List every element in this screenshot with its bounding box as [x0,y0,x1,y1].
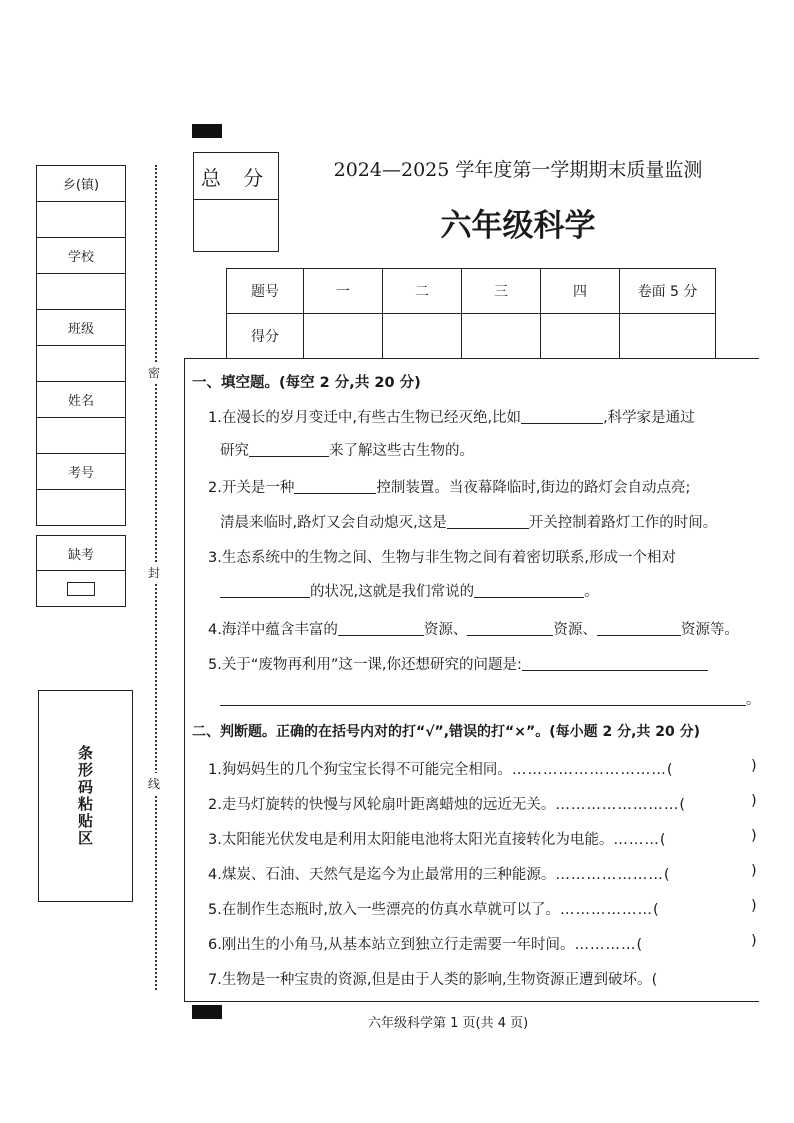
score-header-cell: 卷面 5 分 [620,269,716,314]
judge-item-5: 5.在制作生态瓶时,放入一些漂亮的仿真水草就可以了。………………( [208,902,660,918]
judge-item-6: 6.刚出生的小角马,从基本站立到独立行走需要一年时间。…………( [208,937,644,953]
student-info-panel [36,165,126,526]
barcode-label: 条形码粘贴区 [76,745,94,847]
exam-title: 2024—2025 学年度第一学期期末质量监测 [333,159,703,181]
name-label: 姓名 [37,382,125,418]
q3-blank2[interactable] [474,583,584,598]
exam-no-field[interactable] [37,490,125,525]
total-score-label: 总 分 [194,153,278,200]
page-footer: 六年级科学第 1 页(共 4 页) [368,1016,529,1031]
q1-line2: 研究 来了解这些古生物的。 [220,443,474,459]
judge-answer-6[interactable]: ) [751,933,757,949]
q1-blank1[interactable] [521,409,603,424]
town-field[interactable] [37,202,125,238]
class-field[interactable] [37,346,125,382]
score-cell [620,314,716,359]
judge-item-4: 4.煤炭、石油、天然气是迄今为止最常用的三种能源。…………………( [208,867,671,883]
school-label: 学校 [37,238,125,274]
score-table [226,268,716,359]
q3-line1: 3.生态系统中的生物之间、生物与非生物之间有着密切联系,形成一个相对 [208,550,676,566]
judge-item-3: 3.太阳能光伏发电是利用太阳能电池将太阳光直接转化为电能。………( [208,832,667,848]
q3-blank1[interactable] [220,583,310,598]
q4-blank3[interactable] [597,621,681,636]
q5-blank1[interactable] [522,656,708,671]
absent-checkbox[interactable] [67,582,95,596]
seal-char-xian: 线 [148,773,160,794]
q2-line2: 清晨来临时,路灯又会自动熄灭,这是 开关控制着路灯工作的时间。 [220,515,718,531]
q4-line: 4.海洋中蕴含丰富的 资源、 资源、 资源等。 [208,622,739,638]
exam-no-label: 考号 [37,454,125,490]
name-field[interactable] [37,418,125,454]
judge-item-7: 7.生物是一种宝贵的资源,但是由于人类的影响,生物资源正遭到破坏。( [208,972,658,988]
score-cell [383,314,462,359]
section1-title: 一、填空题。(每空 2 分,共 20 分) [192,375,421,391]
score-header-cell: 二 [383,269,462,314]
score-cell [462,314,541,359]
seal-char-feng: 封 [148,562,160,583]
q2-blank2[interactable] [447,514,529,529]
class-label: 班级 [37,310,125,346]
subject-title: 六年级科学 [440,208,596,244]
score-header-cell: 题号 [227,269,304,314]
seal-char-mi: 密 [148,362,160,383]
q1-blank2[interactable] [249,442,329,457]
judge-item-2: 2.走马灯旋转的快慢与风轮扇叶距离蜡烛的远近无关。……………………( [208,797,687,813]
q1-line1: 1.在漫长的岁月变迁中,有些古生物已经灭绝,比如 ,科学家是通过 [208,410,695,426]
score-header-cell: 一 [304,269,383,314]
town-label: 乡(镇) [37,166,125,202]
q5-line2: 。 [220,688,761,709]
score-cell [304,314,383,359]
q4-blank2[interactable] [467,621,553,636]
q5-line1: 5.关于“废物再利用”这一课,你还想研究的问题是: [208,653,708,674]
score-header-cell: 四 [541,269,620,314]
absent-label: 缺考 [37,536,125,571]
q3-line2: 的状况,这就是我们常说的 。 [220,580,599,601]
q2-line1: 2.开关是一种 控制装置。当夜幕降临时,街边的路灯会自动点亮; [208,480,691,496]
school-field[interactable] [37,274,125,310]
registration-mark-top [192,124,222,138]
q2-blank1[interactable] [294,479,376,494]
barcode-area [38,690,133,902]
score-row-label: 得分 [227,314,304,359]
score-header-cell: 三 [462,269,541,314]
score-cell [541,314,620,359]
judge-item-1: 1.狗妈妈生的几个狗宝宝长得不可能完全相同。…………………………( [208,762,674,778]
judge-answer-1[interactable]: ) [751,758,757,774]
section2-title: 二、判断题。正确的在括号内对的打“√”,错误的打“×”。(每小题 2 分,共 20 分) [192,724,701,740]
q5-blank2[interactable] [220,691,746,706]
q4-blank1[interactable] [338,621,424,636]
judge-answer-3[interactable]: ) [751,828,757,844]
judge-answer-4[interactable]: ) [751,863,757,879]
judge-answer-2[interactable]: ) [751,793,757,809]
judge-answer-5[interactable]: ) [751,898,757,914]
absent-box [36,535,126,607]
total-score-box [193,152,279,252]
registration-mark-bottom [192,1005,222,1019]
